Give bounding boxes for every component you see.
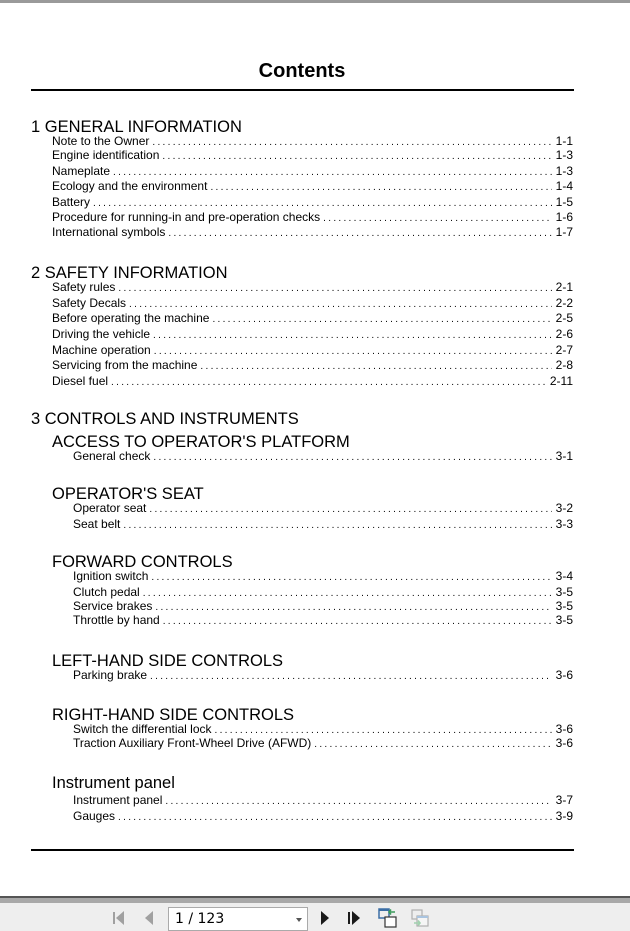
toc-entry[interactable] [52,327,573,342]
toc-entry-page: 3-5 [555,613,573,627]
next-page-button[interactable] [316,907,334,929]
toc-entry-page: 3-6 [555,722,573,736]
toc-entry-page: 2-6 [555,327,573,341]
toc-entry-label: Service brakes [73,599,153,613]
toc-entry-page: 3-4 [555,569,573,583]
last-page-icon [346,910,364,926]
subsection-heading: OPERATOR'S SEAT [52,485,204,503]
leader-dots [323,211,552,226]
toc-entry[interactable] [52,374,573,389]
toc-entry[interactable] [52,296,573,311]
section-heading: 1 GENERAL INFORMATION [31,118,242,136]
toc-entry-label: Seat belt [73,517,121,531]
leader-dots [154,344,552,359]
toc-entry[interactable] [52,179,573,194]
leader-dots [168,226,551,241]
toc-entry-label: Switch the differential lock [73,722,212,736]
leader-dots [123,518,551,533]
toc-entry-label: Instrument panel [73,793,163,807]
toc-entry-page: 3-5 [555,585,573,599]
leader-dots [153,328,552,343]
toc-entry-label: Gauges [73,809,116,823]
toc-entry[interactable] [52,280,573,295]
subsection-heading: Instrument panel [52,774,175,792]
leader-dots [111,375,546,390]
next-view-icon [409,907,431,929]
leader-dots [162,149,551,164]
leader-dots [118,810,552,825]
toc-entry-page: 3-2 [555,501,573,515]
toc-entry-page: 3-5 [555,599,573,613]
toc-entry[interactable] [73,793,573,808]
toc-entry[interactable] [73,517,573,532]
toc-entry[interactable] [52,195,573,210]
toc-entry[interactable] [73,722,573,737]
leader-dots [129,297,552,312]
toc-entry-label: Note to the Owner [52,134,150,148]
toc-entry-label: General check [73,449,151,463]
leader-dots [210,180,551,195]
toc-entry[interactable] [73,449,573,464]
leader-dots [200,359,551,374]
section-heading: 2 SAFETY INFORMATION [31,264,228,282]
previous-page-icon [143,910,155,926]
toc-entry-page: 1-5 [555,195,573,209]
footer-rule [31,849,574,851]
section-heading: 3 CONTROLS AND INSTRUMENTS [31,410,299,428]
toc-entry-label: Parking brake [73,668,148,682]
leader-dots [150,669,552,684]
previous-view-icon [377,907,399,929]
toc-entry-page: 2-5 [555,311,573,325]
toc-entry[interactable] [73,613,573,628]
toc-entry-page: 1-3 [555,164,573,178]
page-title: Contents [258,60,346,82]
subsection-heading: ACCESS TO OPERATOR'S PLATFORM [52,433,350,451]
toc-entry[interactable] [52,358,573,373]
toc-entry-page: 3-3 [555,517,573,531]
subsection-heading: FORWARD CONTROLS [52,553,233,571]
toc-entry-label: Throttle by hand [73,613,160,627]
first-page-button[interactable] [110,907,130,929]
toc-entry-page: 2-7 [555,343,573,357]
next-page-icon [319,910,331,926]
toc-entry[interactable] [52,134,573,149]
toc-entry-page: 2-8 [555,358,573,372]
toc-entry-page: 1-6 [555,210,573,224]
toc-entry[interactable] [73,809,573,824]
toc-entry-label: Machine operation [52,343,151,357]
leader-dots [153,450,551,465]
toc-entry-page: 2-1 [555,280,573,294]
toc-entry[interactable] [52,210,573,225]
toc-entry[interactable] [73,668,573,683]
toc-entry[interactable] [52,148,573,163]
leader-dots [113,165,552,180]
leader-dots [93,196,552,211]
toc-entry[interactable] [52,225,573,240]
toc-entry[interactable] [73,585,573,600]
toc-entry-label: Safety Decals [52,296,127,310]
toc-entry-page: 2-2 [555,296,573,310]
toc-entry-label: International symbols [52,225,166,239]
toc-entry-label: Before operating the machine [52,311,210,325]
page-number-field[interactable] [168,907,308,931]
leader-dots [151,570,551,585]
subsection-heading: LEFT-HAND SIDE CONTROLS [52,652,284,670]
toc-entry[interactable] [52,343,573,358]
toc-entry-label: Engine identification [52,148,160,162]
pdf-page [0,3,630,896]
toc-entry[interactable] [73,569,573,584]
next-view-button[interactable] [408,907,432,929]
toc-entry-label: Servicing from the machine [52,358,198,372]
leader-dots [165,794,551,809]
subsection-heading: RIGHT-HAND SIDE CONTROLS [52,706,295,724]
toc-entry[interactable] [52,311,573,326]
previous-view-button[interactable] [376,907,400,929]
toc-entry-label: Procedure for running-in and pre-operation checks [52,210,321,224]
toc-entry-label: Clutch pedal [73,585,140,599]
toc-entry[interactable] [52,164,573,179]
toc-entry-page: 2-11 [549,374,573,388]
toc-entry-label: Battery [52,195,91,209]
toc-entry-page: 3-9 [555,809,573,823]
toc-entry-page: 3-7 [555,793,573,807]
toc-entry-page: 1-4 [555,179,573,193]
toc-entry-label: Safety rules [52,280,116,294]
leader-dots [163,614,552,629]
toc-entry-page: 1-1 [555,134,573,148]
leader-dots [149,502,551,517]
page-number-value: 1 / 123 [175,911,225,927]
first-page-icon [111,910,129,926]
leader-dots [212,312,551,327]
navigation-toolbar [0,903,630,931]
toc-entry-label: Operator seat [73,501,147,515]
toc-entry-label: Ecology and the environment [52,179,208,193]
toc-entry[interactable] [73,501,573,516]
toc-entry-page: 3-6 [555,668,573,682]
toc-entry[interactable] [73,599,573,614]
previous-page-button[interactable] [140,907,158,929]
toc-entry-label: Driving the vehicle [52,327,151,341]
toc-entry-page: 1-3 [555,148,573,162]
leader-dots [118,281,551,296]
last-page-button[interactable] [344,907,366,929]
toc-entry-page: 3-1 [555,449,573,463]
toc-entry-label: Ignition switch [73,569,149,583]
toc-entry-page: 3-6 [555,736,573,750]
toc-entry[interactable] [73,736,573,751]
title-rule [31,89,574,91]
leader-dots [314,737,551,752]
toc-entry-page: 1-7 [555,225,573,239]
toc-entry-label: Nameplate [52,164,111,178]
dropdown-caret-icon[interactable] [296,918,302,922]
toc-entry-label: Diesel fuel [52,374,109,388]
toc-entry-label: Traction Auxiliary Front-Wheel Drive (AFWD) [73,736,312,750]
